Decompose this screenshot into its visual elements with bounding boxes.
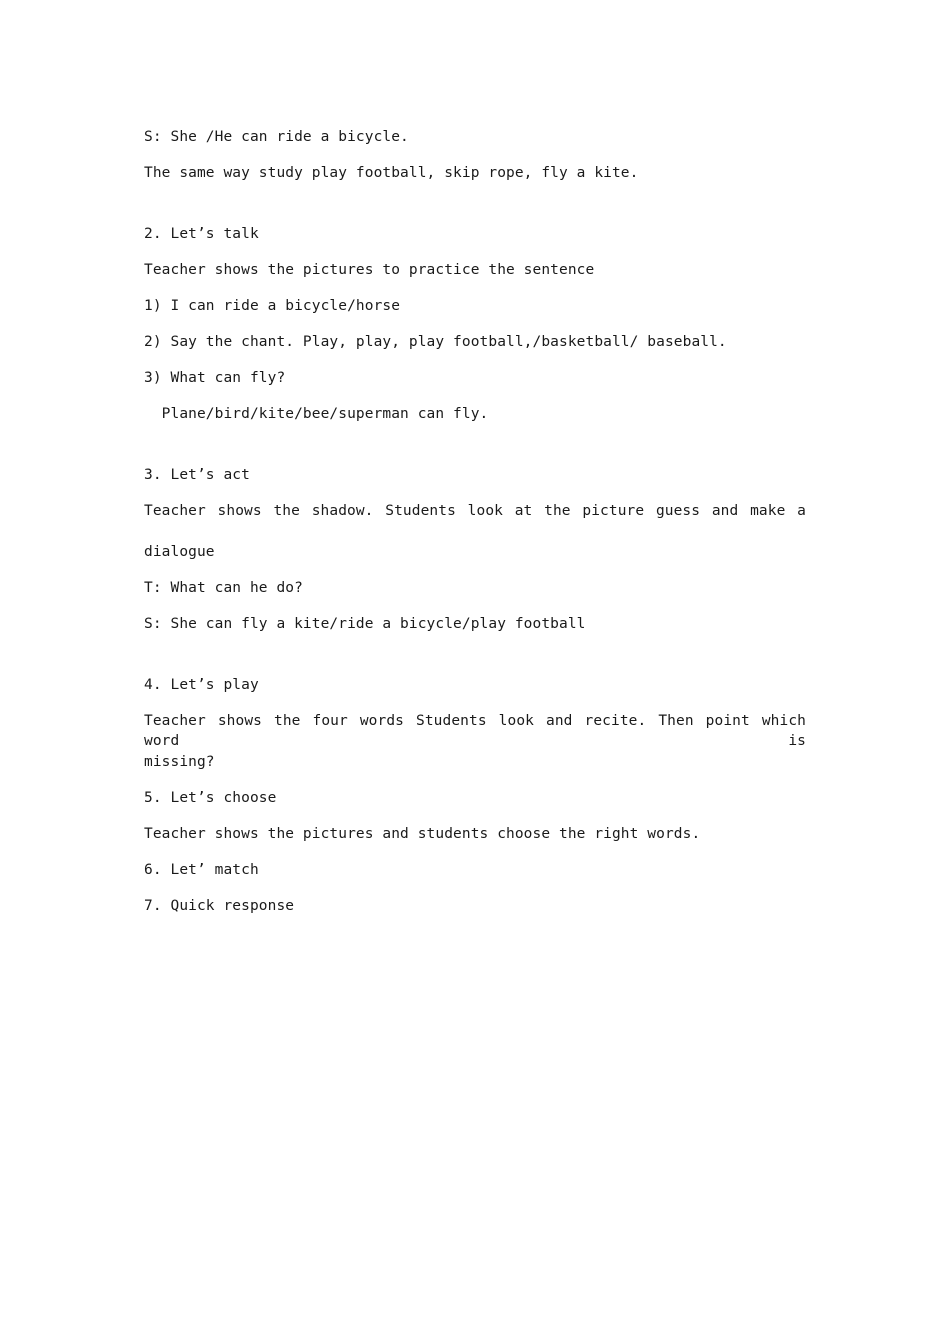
text-line-missing: missing? (144, 754, 215, 770)
text-line-can-fly: Plane/bird/kite/bee/superman can fly. (144, 406, 489, 422)
text-line-same-way: The same way study play football, skip rope, fly a kite. (144, 165, 639, 181)
text-line-teacher-question: T: What can he do? (144, 580, 303, 596)
text-line-dialogue: dialogue (144, 544, 215, 560)
section-heading-lets-match: 6. Let’ match (144, 862, 259, 878)
list-item-ride-bicycle: 1) I can ride a bicycle/horse (144, 298, 401, 314)
section-heading-quick-response: 7. Quick response (144, 898, 295, 914)
list-item-say-chant: 2) Say the chant. Play, play, play football,/basketball/ baseball. (144, 334, 727, 350)
list-item-what-can-fly: 3) What can fly? (144, 370, 286, 386)
text-line-shadow: Teacher shows the shadow. Students look at the picture guess and make a (144, 503, 806, 519)
text-line-choose-words: Teacher shows the pictures and students choose the right words. (144, 826, 701, 842)
text-line-four-words: Teacher shows the four words Students look and recite. Then point which word is (144, 713, 806, 749)
section-heading-lets-talk: 2. Let’s talk (144, 226, 259, 242)
text-line-student-reply: S: She can fly a kite/ride a bicycle/play football (144, 616, 586, 632)
section-heading-lets-play: 4. Let’s play (144, 677, 259, 693)
text-line-student-answer: S: She /He can ride a bicycle. (144, 129, 409, 145)
section-heading-lets-choose: 5. Let’s choose (144, 790, 277, 806)
section-heading-lets-act: 3. Let’s act (144, 467, 250, 483)
text-line-practice-sentence: Teacher shows the pictures to practice the sentence (144, 262, 595, 278)
